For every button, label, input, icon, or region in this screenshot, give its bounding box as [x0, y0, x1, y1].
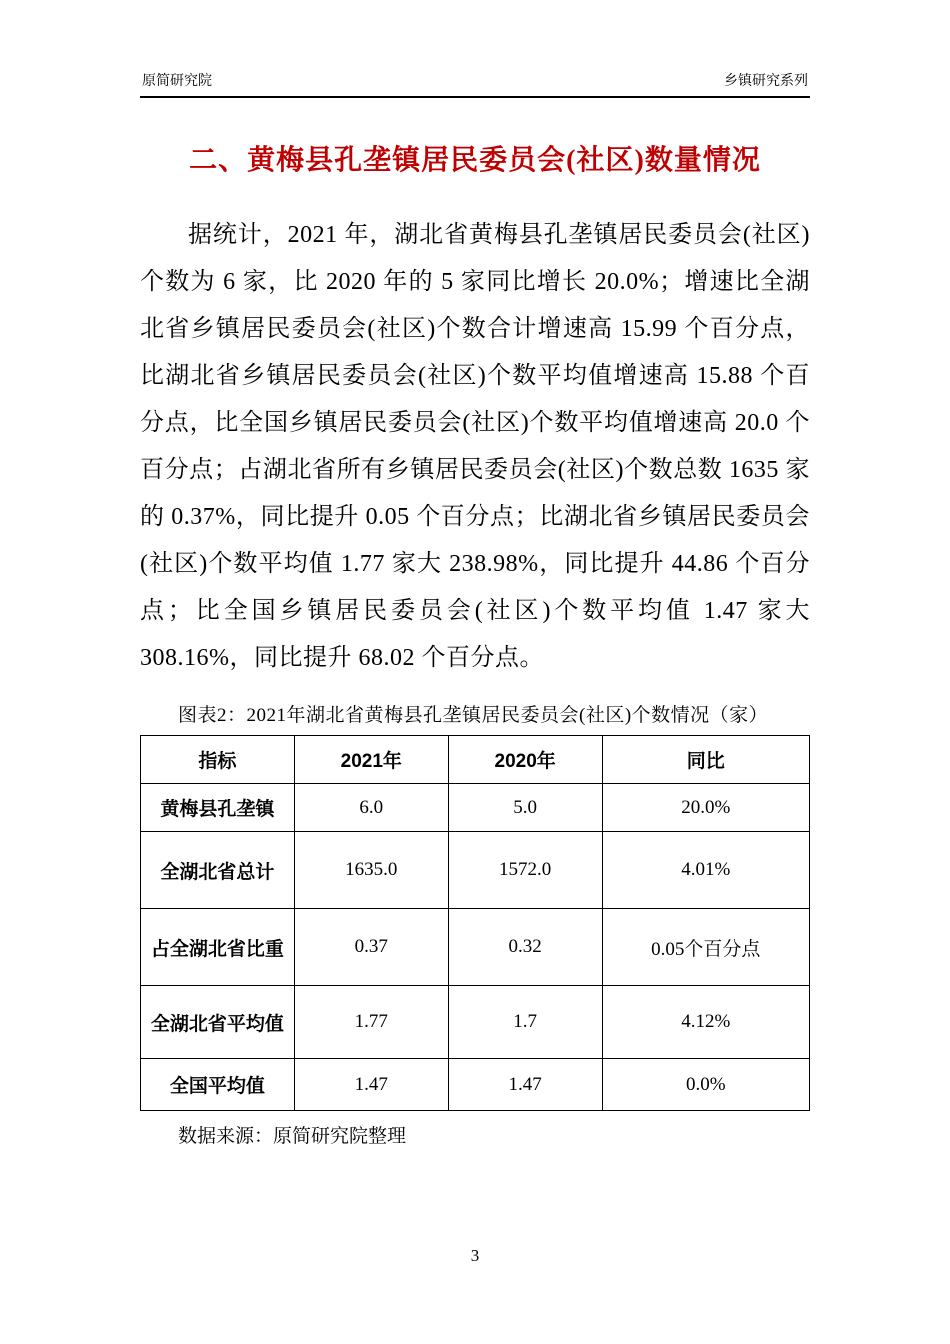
cell-2021: 1.47	[294, 1059, 448, 1111]
column-header-2020: 2020年	[448, 736, 602, 784]
table-row	[141, 1059, 810, 1111]
table-header-row	[141, 736, 810, 784]
table-row	[141, 986, 810, 1059]
page-content	[140, 138, 810, 1148]
row-label: 全国平均值	[141, 1059, 295, 1111]
section-title: 二、黄梅县孔垄镇居民委员会(社区)数量情况	[189, 145, 761, 176]
cell-2021: 6.0	[294, 784, 448, 832]
cell-yoy: 0.05个百分点	[602, 909, 809, 986]
table-caption: 图表2：2021年湖北省黄梅县孔垄镇居民委员会(社区)个数情况（家）	[178, 705, 769, 727]
cell-yoy: 4.12%	[602, 986, 809, 1059]
cell-yoy: 4.01%	[602, 832, 809, 909]
cell-2020: 1.7	[448, 986, 602, 1059]
page-header	[140, 0, 810, 98]
header-left-text: 原简研究院	[142, 72, 212, 88]
cell-yoy: 20.0%	[602, 784, 809, 832]
cell-yoy: 0.0%	[602, 1059, 809, 1111]
cell-2020: 0.32	[448, 909, 602, 986]
row-label: 黄梅县孔垄镇	[141, 784, 295, 832]
body-paragraph: 据统计，2021 年，湖北省黄梅县孔垄镇居民委员会(社区)个数为 6 家，比 2020 年的 5 家同比增长 20.0%；增速比全湖北省乡镇居民委员会(社区)个数合计增速高 15.99 个百分点，比湖北省乡镇居民委员会(社区)个数平均值增速高 15.88 个百分点，比全国乡镇居民委员会(社区)个数平均值增速高 20.0 个百分点；占湖北省所有乡镇居民委员会(社区)个数总数 1635 家的 0.37%，同比提升 0.05 个百分点；比湖北省乡镇居民委员会(社区)个数平均值 1.77 家大 238.98%，同比提升 44.86 个百分点；比全国乡镇居民委员会(社区)个数平均值 1.47 家大 308.16%，同比提升 68.02 个百分点。	[140, 222, 810, 672]
cell-2020: 5.0	[448, 784, 602, 832]
table-row	[141, 832, 810, 909]
data-source-note: 数据来源：原简研究院整理	[178, 1126, 407, 1148]
row-label: 占全湖北省比重	[141, 909, 295, 986]
column-header-yoy: 同比	[602, 736, 809, 784]
header-right-text: 乡镇研究系列	[724, 72, 808, 88]
row-label: 全湖北省总计	[141, 832, 295, 909]
column-header-indicator: 指标	[141, 736, 295, 784]
cell-2021: 0.37	[294, 909, 448, 986]
cell-2021: 1.77	[294, 986, 448, 1059]
cell-2020: 1572.0	[448, 832, 602, 909]
page-number: 3	[470, 1246, 480, 1265]
table-row	[141, 784, 810, 832]
table-row	[141, 909, 810, 986]
cell-2020: 1.47	[448, 1059, 602, 1111]
column-header-2021: 2021年	[294, 736, 448, 784]
row-label: 全湖北省平均值	[141, 986, 295, 1059]
statistics-table	[140, 735, 810, 1111]
cell-2021: 1635.0	[294, 832, 448, 909]
